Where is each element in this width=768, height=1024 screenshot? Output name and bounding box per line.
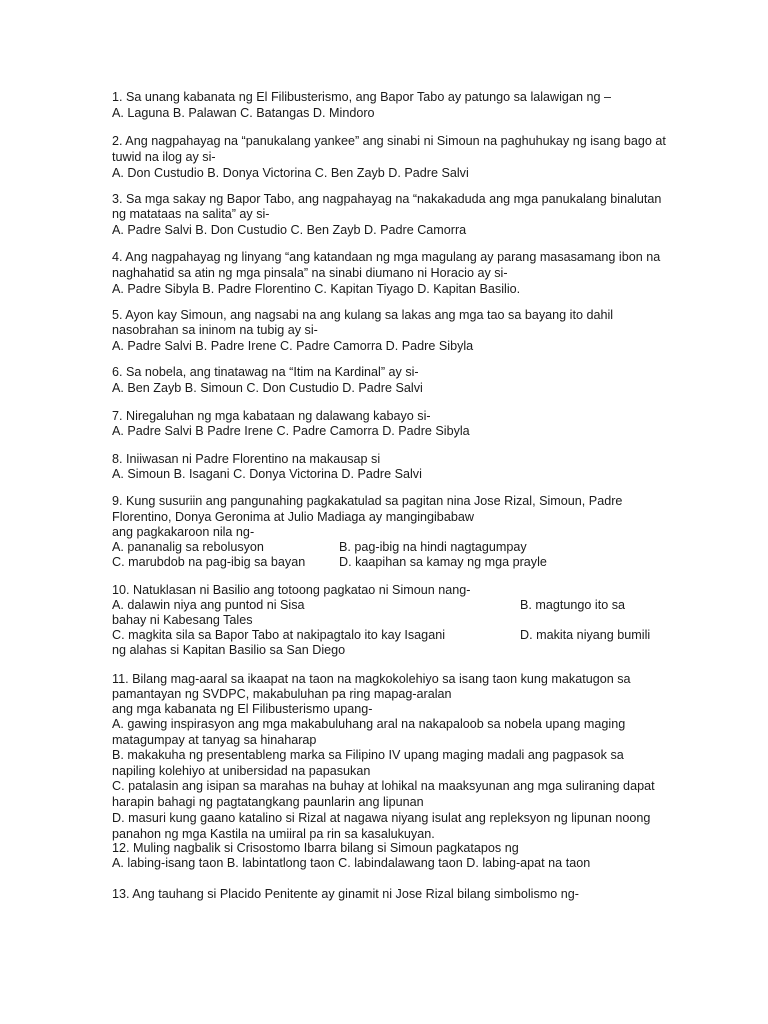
choice-c: C. patalasin ang isipan sa marahas na buhay at lohikal na maaksyunan ang mga suliraning dapat: [112, 779, 655, 793]
question-text: 7. Niregaluhan ng mga kabataan ng dalawang kabayo si-: [112, 409, 431, 423]
choice-d: D. kaapihan sa kamay ng mga prayle: [339, 555, 547, 569]
answer-choices: A. Don Custudio B. Donya Victorina C. Ben Zayb D. Padre Salvi: [112, 166, 469, 180]
question-text: ng matataas na salita” ay si-: [112, 207, 270, 221]
choice-b-continued: bahay ni Kabesang Tales: [112, 613, 253, 627]
question-text: 8. Iniiwasan ni Padre Florentino na makausap si: [112, 452, 381, 466]
question-text: 10. Natuklasan ni Basilio ang totoong pagkatao ni Simoun nang-: [112, 583, 471, 597]
choice-d-continued: ng alahas si Kapitan Basilio sa San Diego: [112, 643, 346, 657]
question-text: 12. Muling nagbalik si Crisostomo Ibarra bilang si Simoun pagkatapos ng: [112, 841, 519, 855]
choice-c: C. magkita sila sa Bapor Tabo at nakipagtalo ito kay Isagani: [112, 628, 445, 642]
question-text: pamantayan ng SVDPC, makabuluhan pa ring mapag-aralan: [112, 687, 452, 701]
choice-b: B. magtungo ito sa: [520, 598, 626, 612]
choice-a-continued: matagumpay at tanyag sa hinaharap: [112, 733, 317, 747]
question-text: 1. Sa unang kabanata ng El Filibusterismo, ang Bapor Tabo ay patungo sa lalawigan ng –: [112, 90, 611, 104]
answer-choices: A. Padre Salvi B Padre Irene C. Padre Camorra D. Padre Sibyla: [112, 424, 470, 438]
choice-a: A. pananalig sa rebolusyon: [112, 540, 264, 554]
question-text: Florentino, Donya Geronima at Julio Madiaga ay mangingibabaw: [112, 510, 474, 524]
question-text: 6. Sa nobela, ang tinatawag na “Itim na Kardinal” ay si-: [112, 365, 419, 379]
answer-choices: A. Simoun B. Isagani C. Donya Victorina D. Padre Salvi: [112, 467, 422, 481]
question-text: nasobrahan sa ininom na tubig ay si-: [112, 323, 318, 337]
answer-choices: A. Ben Zayb B. Simoun C. Don Custudio D. Padre Salvi: [112, 381, 423, 395]
question-text: 3. Sa mga sakay ng Bapor Tabo, ang nagpahayag na “nakakaduda ang mga panukalang binalutan: [112, 192, 662, 206]
choice-b: B. makakuha ng presentableng marka sa Filipino IV upang maging madali ang pagpasok sa: [112, 748, 624, 762]
answer-choices: A. labing-isang taon B. labintatlong taon C. labindalawang taon D. labing-apat na taon: [112, 856, 591, 870]
choice-c: C. marubdob na pag-ibig sa bayan: [112, 555, 306, 569]
question-text: 5. Ayon kay Simoun, ang nagsabi na ang kulang sa lakas ang mga tao sa bayang ito dahil: [112, 308, 614, 322]
choice-c-continued: harapin bahagi ng pagtatangkang paunlarin ang lipunan: [112, 795, 424, 809]
question-text: 2. Ang nagpahayag na “panukalang yankee” ang sinabi ni Simoun na paghuhukay ng isang bago at: [112, 134, 666, 148]
answer-choices: A. Laguna B. Palawan C. Batangas D. Mindoro: [112, 106, 375, 120]
question-text: tuwid na ilog ay si-: [112, 150, 216, 164]
question-text: ang mga kabanata ng El Filibusterismo upang-: [112, 702, 373, 716]
question-text: 11. Bilang mag-aaral sa ikaapat na taon na magkokolehiyo sa isang taon kung makatugon sa: [112, 672, 631, 686]
choice-d: D. masuri kung gaano katalino si Rizal at nagawa niyang isulat ang repleksyon ng lipunan noong: [112, 811, 651, 825]
choice-a: A. dalawin niya ang puntod ni Sisa: [112, 598, 305, 612]
question-text: 4. Ang nagpahayag ng linyang “ang katandaan ng mga magulang ay parang masasamang ibon na: [112, 250, 661, 264]
choice-d-continued: panahon ng mga Kastila na umiiral pa rin sa kasalukuyan.: [112, 827, 435, 841]
question-text: 13. Ang tauhang si Placido Penitente ay ginamit ni Jose Rizal bilang simbolismo ng-: [112, 887, 579, 901]
choice-b-continued: napiling kolehiyo at unibersidad na papasukan: [112, 764, 371, 778]
question-text: naghahatid sa atin ng mga pinsala” na sinabi diumano ni Horacio ay si-: [112, 266, 508, 280]
choice-a: A. gawing inspirasyon ang mga makabuluhang aral na nakapaloob sa nobela upang maging: [112, 717, 626, 731]
answer-choices: A. Padre Salvi B. Padre Irene C. Padre Camorra D. Padre Sibyla: [112, 339, 474, 353]
answer-choices: A. Padre Sibyla B. Padre Florentino C. Kapitan Tiyago D. Kapitan Basilio.: [112, 282, 521, 296]
question-text: ang pagkakaroon nila ng-: [112, 525, 255, 539]
question-text: 9. Kung susuriin ang pangunahing pagkakatulad sa pagitan nina Jose Rizal, Simoun, Padre: [112, 494, 623, 508]
choice-b: B. pag-ibig na hindi nagtagumpay: [339, 540, 527, 554]
answer-choices: A. Padre Salvi B. Don Custudio C. Ben Zayb D. Padre Camorra: [112, 223, 467, 237]
choice-d: D. makita niyang bumili: [520, 628, 651, 642]
